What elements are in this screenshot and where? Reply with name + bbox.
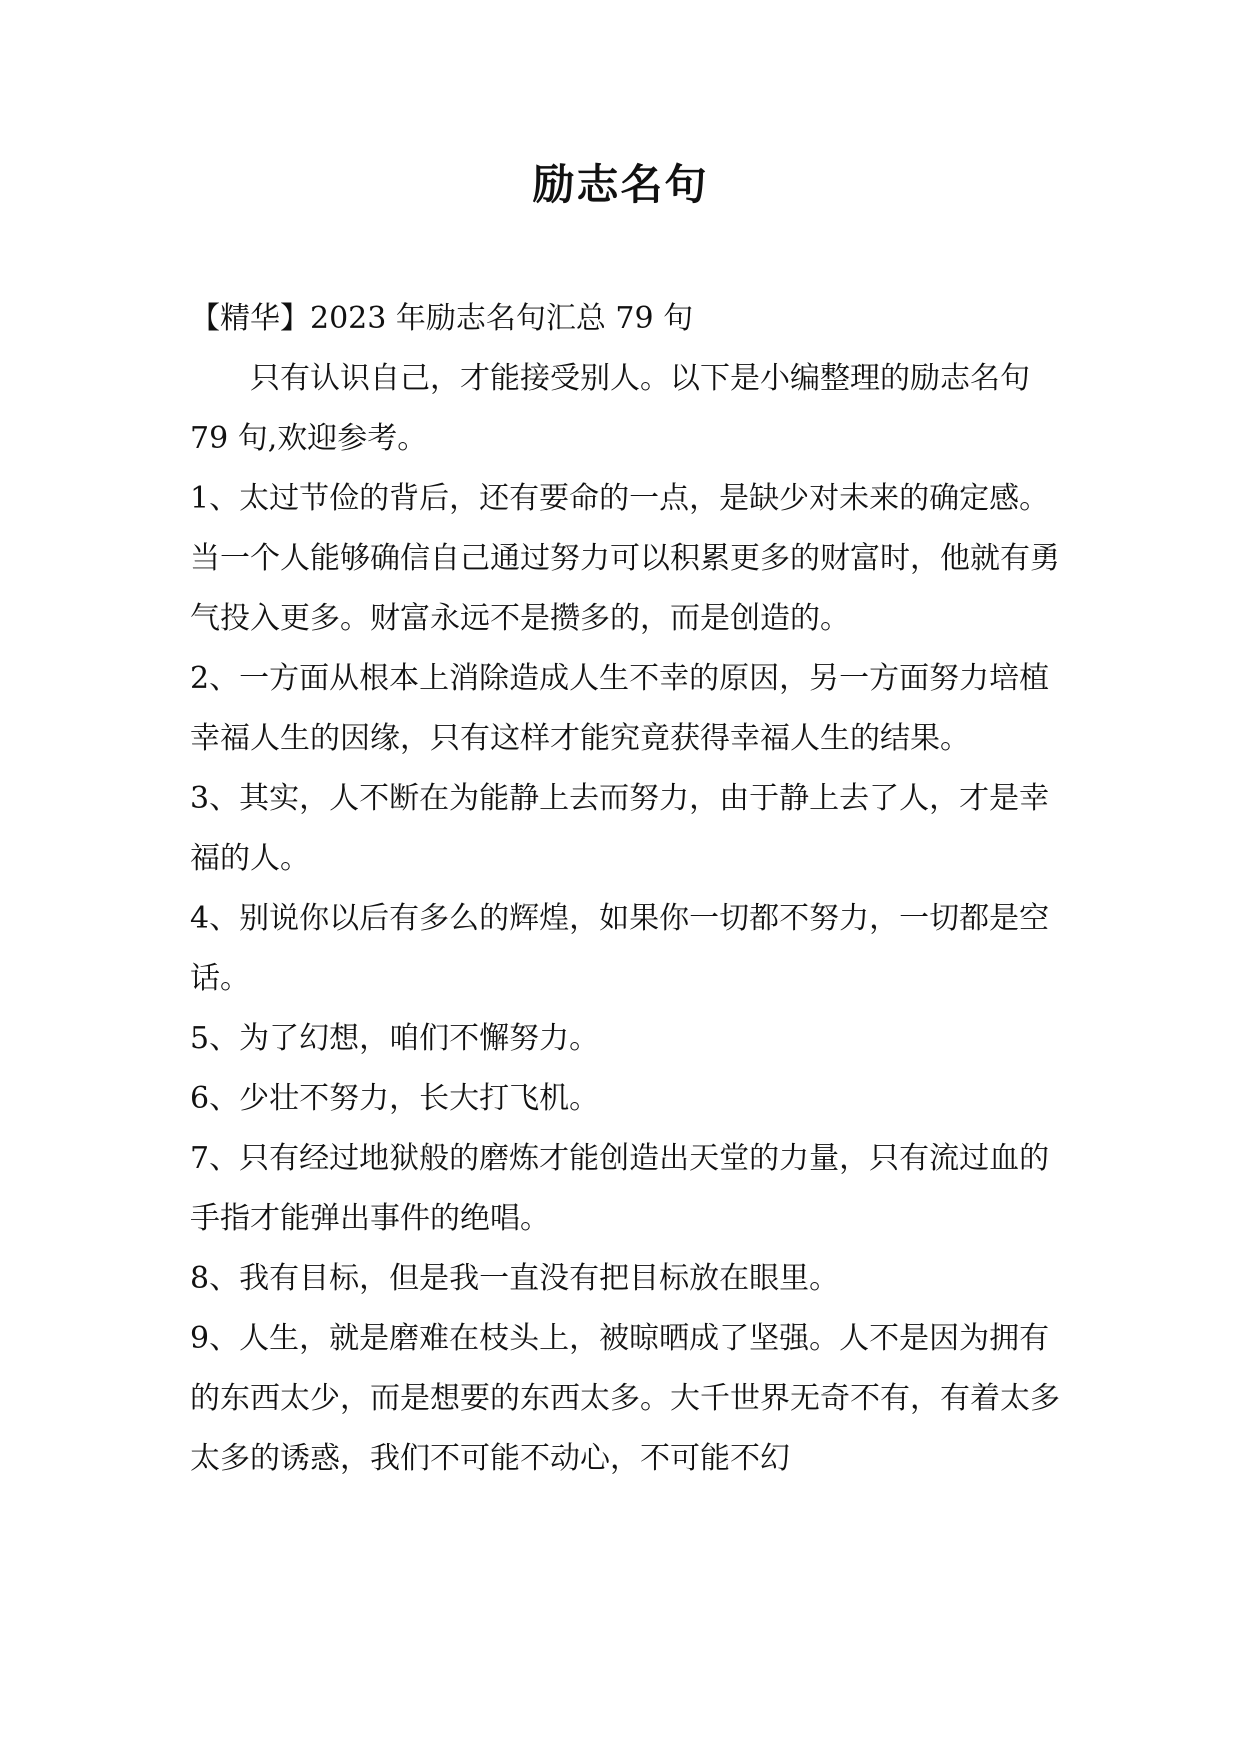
document-body	[190, 289, 1060, 1489]
quote-paragraph: 7、只有经过地狱般的磨炼才能创造出天堂的力量，只有流过血的手指才能弹出事件的绝唱。	[190, 1141, 1050, 1236]
quote-paragraph: 2、一方面从根本上消除造成人生不幸的原因，另一方面努力培植幸福人生的因缘，只有这样才能究竟获得幸福人生的结果。	[190, 661, 1050, 756]
quote-paragraph: 9、人生，就是磨难在枝头上，被晾晒成了坚强。人不是因为拥有的东西太少，而是想要的东西太多。大千世界无奇不有，有着太多太多的诱惑，我们不可能不动心，不可能不幻	[190, 1321, 1060, 1476]
document-title: 励志名句	[532, 160, 709, 209]
quote-paragraph: 6、少壮不努力，长大打飞机。	[190, 1081, 600, 1116]
document-subtitle: 【精华】2023 年励志名句汇总 79 句	[190, 301, 694, 336]
quote-paragraph: 8、我有目标，但是我一直没有把目标放在眼里。	[190, 1261, 840, 1296]
quote-paragraph: 5、为了幻想，咱们不懈努力。	[190, 1021, 600, 1056]
quote-paragraph: 4、别说你以后有多么的辉煌，如果你一切都不努力，一切都是空话。	[190, 901, 1050, 996]
quote-paragraph: 3、其实，人不断在为能静上去而努力，由于静上去了人，才是幸福的人。	[190, 781, 1050, 876]
quote-paragraph: 1、太过节俭的背后，还有要命的一点，是缺少对未来的确定感。当一个人能够确信自己通过努力可以积累更多的财富时，他就有勇气投入更多。财富永远不是攒多的，而是创造的。	[190, 481, 1060, 636]
intro-paragraph: 只有认识自己，才能接受别人。以下是小编整理的励志名句 79 句,欢迎参考。	[190, 361, 1030, 456]
